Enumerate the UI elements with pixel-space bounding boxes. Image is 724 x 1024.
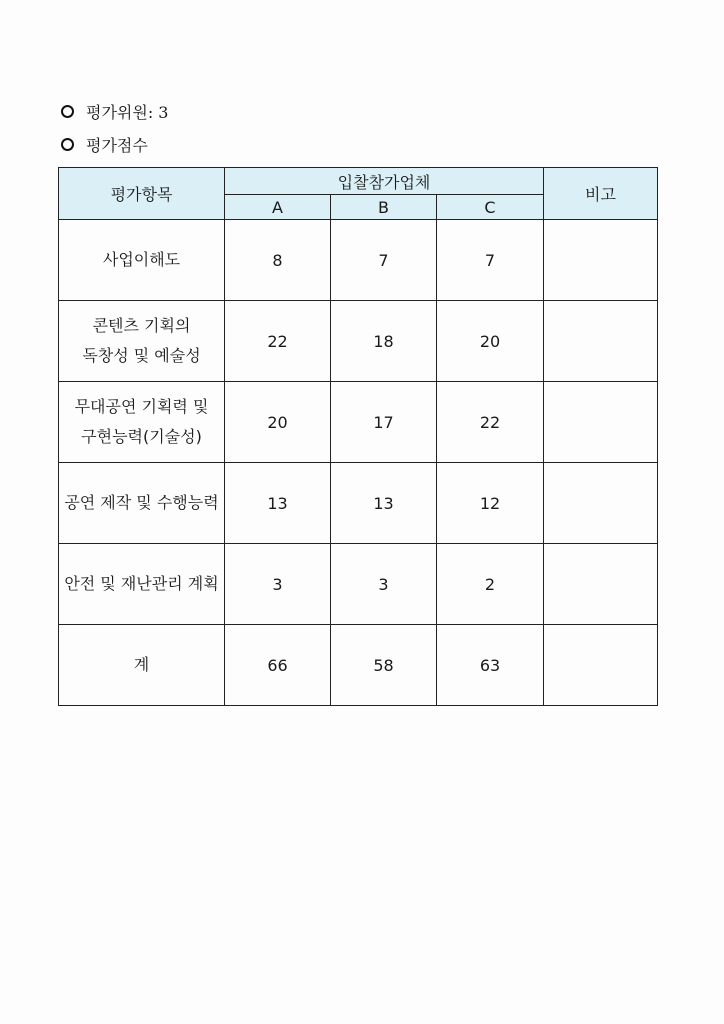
header-bidders: 입찰참가업체 (225, 168, 544, 195)
eval-item-cell (59, 220, 225, 301)
note-cell (544, 220, 658, 301)
eval-item-cell (59, 301, 225, 382)
table-row (59, 301, 658, 382)
eval-item-cell (59, 625, 225, 706)
score-cell-a: 8 (225, 220, 331, 301)
score-cell-a: 66 (225, 625, 331, 706)
table-row (59, 220, 658, 301)
score-cell-c: 63 (437, 625, 544, 706)
note-cell (544, 463, 658, 544)
score-cell-b: 58 (331, 625, 437, 706)
eval-item-label: 독창성 및 예술성 (82, 346, 201, 365)
scores-label: 평가점수 (86, 136, 148, 155)
circle-bullet-icon (61, 138, 74, 151)
eval-item-label: 공연 제작 및 수행능력 (64, 493, 219, 512)
note-cell (544, 301, 658, 382)
score-cell-c: 2 (437, 544, 544, 625)
score-cell-c: 12 (437, 463, 544, 544)
table-row (59, 382, 658, 463)
table-row (59, 625, 658, 706)
eval-item-label: 안전 및 재난관리 계획 (64, 574, 219, 593)
score-cell-b: 7 (331, 220, 437, 301)
header-eval-item: 평가항목 (59, 168, 225, 220)
eval-item-label: 콘텐츠 기획의 (92, 316, 191, 335)
score-cell-a: 13 (225, 463, 331, 544)
scores-line (61, 133, 148, 156)
score-cell-c: 7 (437, 220, 544, 301)
eval-item-label: 구현능력(기술성) (81, 427, 202, 446)
score-cell-a: 20 (225, 382, 331, 463)
evaluators-line (61, 100, 168, 123)
header-company-c: C (437, 195, 544, 220)
eval-item-cell (59, 382, 225, 463)
note-cell (544, 625, 658, 706)
evaluation-table (58, 167, 658, 706)
score-cell-b: 13 (331, 463, 437, 544)
table-row (59, 463, 658, 544)
score-cell-a: 22 (225, 301, 331, 382)
note-cell (544, 382, 658, 463)
header-company-b: B (331, 195, 437, 220)
eval-item-label: 무대공연 기획력 및 (74, 397, 209, 416)
header-company-a: A (225, 195, 331, 220)
score-cell-c: 22 (437, 382, 544, 463)
circle-bullet-icon (61, 105, 74, 118)
eval-item-cell (59, 463, 225, 544)
score-cell-b: 18 (331, 301, 437, 382)
note-cell (544, 544, 658, 625)
score-cell-b: 3 (331, 544, 437, 625)
eval-item-label: 계 (133, 655, 150, 674)
score-cell-a: 3 (225, 544, 331, 625)
evaluators-label: 평가위원: 3 (86, 103, 169, 122)
header-note: 비고 (544, 168, 658, 220)
eval-item-label: 사업이해도 (102, 250, 181, 269)
table-row (59, 544, 658, 625)
score-cell-c: 20 (437, 301, 544, 382)
score-cell-b: 17 (331, 382, 437, 463)
eval-item-cell (59, 544, 225, 625)
